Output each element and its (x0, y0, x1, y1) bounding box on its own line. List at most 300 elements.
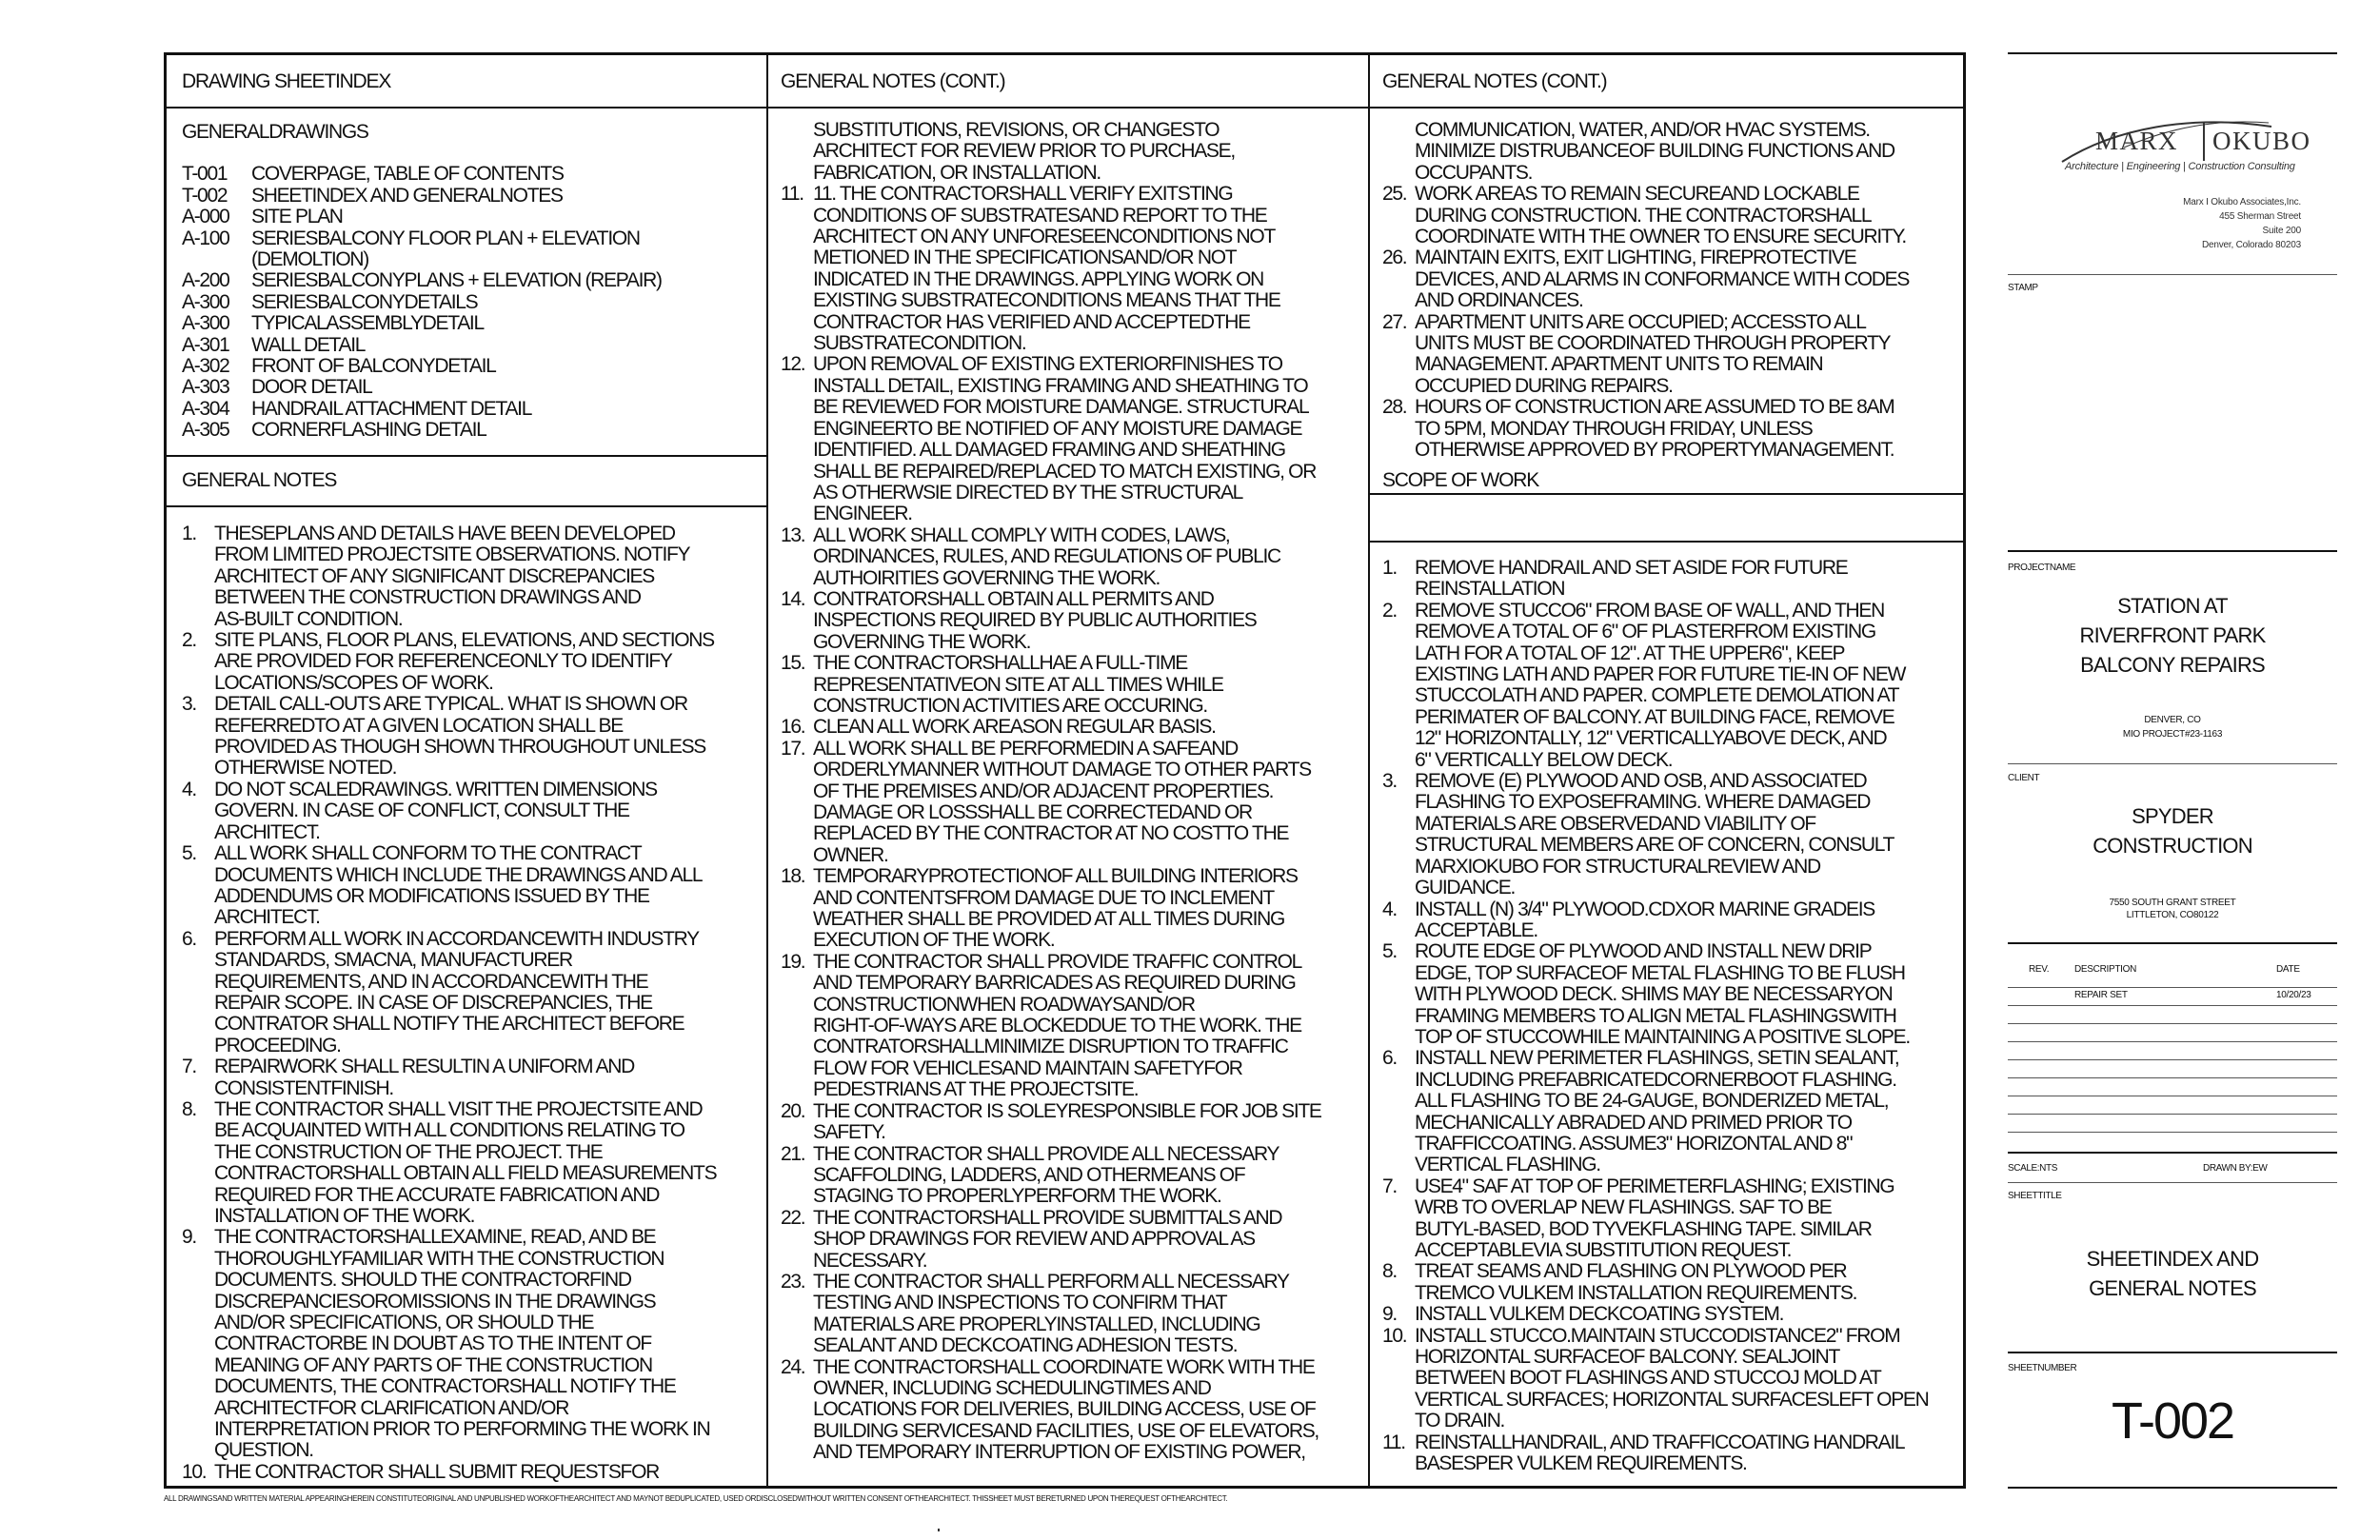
note-line: GOVERN. IN CASE OF CONFLICT, CONSULT THE (214, 800, 629, 822)
note-text (214, 694, 763, 780)
sheet-index-row (182, 356, 753, 377)
note-line: REPLACED BY THE CONTRACTOR AT NO COSTTO THE (813, 822, 1289, 845)
date-column-header: DATE (2276, 964, 2300, 975)
note-line: THE CONTRACTORSHALL COORDINATE WORK WITH THE (813, 1355, 1315, 1378)
note-text (813, 866, 1363, 952)
sheet-index-row (182, 228, 753, 249)
note-line: LOCATIONS/SCOPES OF WORK. (214, 671, 493, 694)
project-name-line: STATION AT (2117, 594, 2228, 618)
note-text (214, 843, 763, 929)
note-text (1415, 1326, 1957, 1432)
note-number: 2. (1382, 599, 1397, 622)
note-line: USE4" SAF AT TOP OF PERIMETERFLASHING; EXISTING (1415, 1175, 1894, 1197)
note-item (1382, 397, 1957, 461)
note-line: TESTING AND INSPECTIONS TO CONFIRM THAT (813, 1292, 1227, 1314)
project-name (2008, 591, 2337, 680)
note-number: 3. (1382, 770, 1397, 793)
note-line: ACCEPTABLE. (1415, 918, 1537, 941)
note-item (182, 1056, 763, 1099)
note-item (1382, 941, 1957, 1048)
note-line: THESEPLANS AND DETAILS HAVE BEEN DEVELOPED (214, 523, 675, 544)
note-text (813, 1357, 1363, 1464)
general-notes-top-rule (167, 455, 766, 457)
firm-address-line: 455 Sherman Street (2219, 211, 2301, 222)
note-text (1415, 1304, 1957, 1325)
sheet-code: A-300 (182, 312, 229, 335)
note-line: RIGHT-OF-WAYS ARE BLOCKEDDUE TO THE WORK. THE (813, 1015, 1301, 1037)
note-line: SHOP DRAWINGS FOR REVIEW AND APPROVAL AS (813, 1228, 1255, 1251)
note-line: INTERPRETATION PRIOR TO PERFORMING THE WORK IN (214, 1418, 710, 1441)
note-number: 21. (781, 1142, 805, 1165)
note-line: UPON REMOVAL OF EXISTING EXTERIORFINISHES TO (813, 353, 1282, 376)
note-text (214, 780, 763, 843)
note-number: 28. (1382, 396, 1407, 419)
note-line: AS OTHERWSIE DIRECTED BY THE STRUCTURAL (813, 481, 1243, 503)
note-number: 22. (781, 1206, 805, 1229)
note-line: STRUCTURAL MEMBERS ARE OF CONCERN, CONSULT (1415, 834, 1894, 857)
note-number: 27. (1382, 310, 1407, 333)
note-line: BETWEEN BOOT FLASHINGS AND STUCCOJ MOLD AT (1415, 1367, 1881, 1390)
sheet-code: T-001 (182, 163, 228, 186)
note-line: WRB TO OVERLAP NEW FLASHINGS. SAF TO BE (1415, 1196, 1832, 1219)
note-text (813, 1272, 1363, 1357)
sheet-title-text: CORNERFLASHING DETAIL (251, 419, 486, 442)
note-line: CONSTRUCTION ACTIVITIES ARE OCCURING. (813, 694, 1207, 717)
sheet-index-row (182, 270, 753, 291)
note-item (1382, 1326, 1957, 1432)
note-text (214, 1056, 763, 1099)
sheet-title-text: DOOR DETAIL (251, 376, 372, 399)
note-item (1382, 1432, 1957, 1475)
note-number: 7. (182, 1056, 196, 1078)
note-line: PERIMATER OF BALCONY. AT BUILDING FACE, REMOVE (1415, 705, 1894, 728)
note-number: 9. (182, 1226, 196, 1249)
note-line: THE CONTRACTOR IS SOLEYRESPONSIBLE FOR JOB SITE (813, 1099, 1321, 1122)
note-item (781, 354, 1363, 524)
note-line: GUIDANCE. (1415, 877, 1515, 899)
note-line: OTHERWISE APPROVED BY PROPERTYMANAGEMENT. (1415, 439, 1894, 462)
note-line: MINIMIZE DISTRUBANCEOF BUILDING FUNCTIONS AND (1415, 140, 1894, 163)
header-rule (167, 107, 1963, 109)
note-line: MATERIALS ARE PROPERLYINSTALLED, INCLUDING (813, 1313, 1260, 1335)
note-item (1382, 184, 1957, 247)
note-text (813, 739, 1363, 866)
note-number: 4. (182, 778, 196, 800)
sheet-index (182, 122, 753, 442)
note-item (1382, 312, 1957, 398)
sheet-index-row (182, 313, 753, 334)
sheet-code: T-002 (182, 184, 228, 207)
revision-line (2008, 987, 2337, 988)
note-item (781, 120, 1363, 184)
note-item (781, 866, 1363, 952)
note-line: HOURS OF CONSTRUCTION ARE ASSUMED TO BE 8AM (1415, 396, 1894, 419)
note-line: WORK AREAS TO REMAIN SECUREAND LOCKABLE (1415, 183, 1859, 206)
note-line: DEVICES, AND ALARMS IN CONFORMANCE WITH CODES (1415, 267, 1910, 290)
note-line: REMOVE STUCCO6" FROM BASE OF WALL, AND THEN (1415, 599, 1884, 622)
note-number: 11. (1382, 1431, 1405, 1453)
note-line: INSTALL VULKEM DECKCOATING SYSTEM. (1415, 1303, 1784, 1326)
sheet-code: A-305 (182, 419, 229, 442)
note-number: 14. (781, 587, 805, 610)
note-item (781, 952, 1363, 1101)
note-line: OF THE PREMISES AND/OR ADJACENT PROPERTIES. (813, 780, 1274, 802)
note-line: ALL FLASHING TO BE 24-GAUGE, BONDERIZED METAL, (1415, 1090, 1889, 1113)
note-number: 1. (182, 523, 196, 544)
general-notes-header: GENERAL NOTES (182, 469, 337, 491)
note-text (813, 952, 1363, 1101)
note-line: REINSTALLATION (1415, 578, 1565, 601)
logo-divider (2203, 123, 2205, 161)
note-text (813, 1144, 1363, 1208)
revision-line (2008, 1005, 2337, 1006)
note-line: THE CONTRACTORSHALLEXAMINE, READ, AND BE (214, 1226, 656, 1249)
note-text (1415, 601, 1957, 771)
title-block-bottom-rule (2008, 1487, 2337, 1489)
note-line: SITE PLANS, FLOOR PLANS, ELEVATIONS, AND SECTIONS (214, 629, 714, 652)
note-line: BUILDING SERVICESAND FACILITIES, USE OF ELEVATORS, (813, 1419, 1319, 1442)
sheet-title-text: SITE PLAN (251, 206, 343, 228)
note-number: 12. (781, 353, 805, 376)
note-number: 10. (182, 1460, 207, 1483)
note-line: VERTICAL FLASHING. (1415, 1154, 1600, 1176)
note-number: 6. (182, 927, 196, 950)
note-line: REFERREDTO AT A GIVEN LOCATION SHALL BE (214, 714, 623, 737)
sheet-index-row (182, 420, 753, 441)
note-item (182, 843, 763, 929)
client-address (2008, 897, 2337, 921)
sheet-index-row (182, 335, 753, 356)
note-item (182, 1099, 763, 1227)
sheet-index-group-title: GENERALDRAWINGS (182, 121, 368, 143)
note-line: MAINTAIN EXITS, EXIT LIGHTING, FIREPROTECTIVE (1415, 247, 1856, 269)
sheet-title-line: SHEETINDEX AND (2086, 1247, 2259, 1271)
note-line: CONTRACTORBE IN DOUBT AS TO THE INTENT OF (214, 1333, 651, 1355)
note-number: 2. (182, 629, 196, 652)
note-number: 8. (182, 1097, 196, 1120)
note-item (781, 653, 1363, 717)
sheet-title (2008, 1244, 2337, 1303)
note-line: PERFORM ALL WORK IN ACCORDANCEWITH INDUSTRY (214, 927, 699, 950)
note-text (214, 1462, 763, 1483)
revision-rule (2008, 942, 2337, 944)
sheet-title-text: SERIESBALCONYDETAILS (251, 290, 478, 313)
note-number: 15. (781, 652, 805, 675)
title-block-top-rule (2008, 52, 2337, 54)
note-line: ACCEPTABLEVIA SUBSTITUTION REQUEST. (1415, 1239, 1792, 1261)
rev-description: REPAIR SET (2074, 990, 2128, 1000)
note-line: OCCUPIED DURING REPAIRS. (1415, 374, 1673, 397)
note-item (1382, 1304, 1957, 1325)
note-line: ADDENDUMS OR MODIFICATIONS ISSUED BY THE (214, 884, 649, 907)
note-item (781, 1272, 1363, 1357)
sheet-index-row (182, 399, 753, 420)
scope-header-rule (1368, 541, 1963, 543)
note-item (182, 1462, 763, 1483)
note-line: ROUTE EDGE OF PLYWOOD AND INSTALL NEW DRIP (1415, 940, 1872, 963)
note-line: COMMUNICATION, WATER, AND/OR HVAC SYSTEMS. (1415, 119, 1870, 141)
note-line: WITH PLYWOOD DECK. SHIMS MAY BE NECESSARYON (1415, 983, 1893, 1006)
scale-rule (2008, 1152, 2337, 1154)
note-line: EDGE, TOP SURFACEOF METAL FLASHING TO BE FLUSH (1415, 961, 1905, 984)
note-line: EXISTING SUBSTRATECONDITIONS MEANS THAT THE (813, 289, 1280, 312)
sheet-title-text: (DEMOLTION) (251, 248, 368, 271)
note-line: DO NOT SCALEDRAWINGS. WRITTEN DIMENSIONS (214, 778, 657, 800)
sheet-title-rule (2008, 1182, 2337, 1183)
project-name-line: BALCONY REPAIRS (2080, 653, 2265, 677)
note-line: THOROUGHLYFAMILIAR WITH THE CONSTRUCTION (214, 1247, 664, 1270)
note-text (1415, 771, 1957, 898)
note-line: ARCHITECT FOR REVIEW PRIOR TO PURCHASE, (813, 140, 1235, 163)
note-text (1415, 1261, 1957, 1304)
note-line: 11. THE CONTRACTORSHALL VERIFY EXITSTING (813, 183, 1233, 206)
notes-frame (164, 52, 1966, 1489)
note-line: AS-BUILT CONDITION. (214, 607, 403, 630)
note-line: INSPECTIONS REQUIRED BY PUBLIC AUTHORITIES (813, 609, 1257, 632)
note-line: INSTALL DETAIL, EXISTING FRAMING AND SHEATHING TO (813, 374, 1308, 397)
sheet-code: A-200 (182, 269, 229, 292)
note-line: LOCATIONS FOR DELIVERIES, BUILDING ACCESS, USE OF (813, 1398, 1316, 1421)
note-line: 12" HORIZONTALLY, 12" VERTICALLYABOVE DECK, AND (1415, 727, 1887, 750)
note-line: PROVIDED AS THOUGH SHOWN THROUGHOUT UNLESS (214, 736, 705, 759)
note-line: OTHERWISE NOTED. (214, 757, 397, 780)
note-item (182, 694, 763, 780)
note-text (813, 525, 1363, 589)
note-line: THE CONTRACTOR SHALL VISIT THE PROJECTSITE AND (214, 1097, 703, 1120)
note-line: STANDARDS, SMACNA, MANUFACTURER (214, 949, 572, 972)
general-notes-cont-header-1: GENERAL NOTES (CONT.) (781, 70, 1005, 92)
client-name (2008, 801, 2337, 860)
note-text (1415, 1176, 1957, 1262)
note-line: REQUIREMENTS, AND IN ACCORDANCEWITH THE (214, 970, 648, 993)
note-line: BASESPER VULKEM REQUIREMENTS. (1415, 1452, 1747, 1475)
note-number: 6. (1382, 1047, 1397, 1070)
note-text (813, 1208, 1363, 1272)
note-line: SUBSTITUTIONS, REVISIONS, OR CHANGESTO (813, 119, 1220, 141)
note-line: APARTMENT UNITS ARE OCCUPIED; ACCESSTO ALL (1415, 310, 1866, 333)
note-line: WEATHER SHALL BE PROVIDED AT ALL TIMES DURING (813, 908, 1285, 931)
note-text (813, 1101, 1363, 1144)
note-item (1382, 1261, 1957, 1304)
sheet-title-text: COVERPAGE, TABLE OF CONTENTS (251, 163, 564, 186)
note-item (182, 929, 763, 1056)
note-line: MARXIOKUBO FOR STRUCTURALREVIEW AND (1415, 855, 1820, 878)
sheet-title-text: SHEETINDEX AND GENERALNOTES (251, 184, 563, 207)
note-item (1382, 247, 1957, 311)
note-text (813, 589, 1363, 653)
note-number: 18. (781, 865, 805, 888)
revision-line (2008, 1114, 2337, 1115)
note-item (1382, 1048, 1957, 1175)
note-line: CONSTRUCTIONWHEN ROADWAYSAND/OR (813, 993, 1195, 1016)
note-text (813, 354, 1363, 524)
note-line: ARCHITECT ON ANY UNFORESEENCONDITIONS NOT (813, 226, 1275, 248)
note-item (182, 1227, 763, 1461)
note-line: TO 5PM, MONDAY THROUGH FRIDAY, UNLESS (1415, 417, 1813, 440)
note-line: THE CONTRACTORSHALLHAE A FULL-TIME (813, 652, 1187, 675)
note-line: REMOVE A TOTAL OF 6" OF PLASTERFROM EXISTING (1415, 621, 1875, 643)
note-number (781, 120, 813, 184)
note-line: CONTRACTOR HAS VERIFIED AND ACCEPTEDTHE (813, 310, 1250, 333)
revision-line (2008, 1023, 2337, 1024)
note-text (1415, 247, 1957, 311)
note-item (1382, 601, 1957, 771)
note-item (781, 525, 1363, 589)
note-line: DISCREPANCIESOROMISSIONS IN THE DRAWINGS (214, 1290, 656, 1313)
sheet-title-text: FRONT OF BALCONYDETAIL (251, 355, 496, 378)
note-line: THE CONTRACTORSHALL PROVIDE SUBMITTALS AND (813, 1206, 1282, 1229)
note-line: REPRESENTATIVEON SITE AT ALL TIMES WHILE (813, 673, 1223, 696)
title-block (2008, 52, 2337, 1489)
note-line: IDENTIFIED. ALL DAMAGED FRAMING AND SHEATHING (813, 439, 1285, 462)
general-notes-cont-header-2: GENERAL NOTES (CONT.) (1382, 70, 1607, 92)
note-number: 19. (781, 950, 805, 973)
client-address-line: LITTLETON, CO80122 (2126, 910, 2219, 920)
sheet-number-label: SHEETNUMBER (2008, 1363, 2077, 1373)
note-item (781, 184, 1363, 354)
note-line: REINSTALLHANDRAIL, AND TRAFFICCOATING HANDRAIL (1415, 1431, 1905, 1453)
column-divider-2 (1368, 55, 1370, 1486)
note-line: QUESTION. (214, 1439, 313, 1462)
scope-of-work-list (1382, 558, 1957, 1474)
note-item (1382, 899, 1957, 942)
note-text (1415, 941, 1957, 1048)
note-line: ARCHITECT. (214, 906, 320, 929)
note-line: SUBSTRATECONDITION. (813, 332, 1026, 355)
stray-mark (938, 1529, 940, 1531)
note-line: MECHANICALLY ABRADED AND PRIMED PRIOR TO (1415, 1111, 1852, 1134)
general-notes-cont-list-2 (1382, 120, 1957, 462)
note-line: REPAIR SCOPE. IN CASE OF DISCREPANCIES, THE (214, 991, 652, 1014)
note-line: OCCUPANTS. (1415, 161, 1533, 184)
note-line: TRAFFICCOATING. ASSUME3" HORIZONTAL AND 8" (1415, 1132, 1853, 1155)
sheet-code: A-302 (182, 355, 229, 378)
rev-date: 10/20/23 (2276, 990, 2311, 1000)
firm-address-line: Marx I Okubo Associates,Inc. (2183, 197, 2301, 207)
note-line: DOCUMENTS, THE CONTRACTORSHALL NOTIFY THE (214, 1375, 676, 1398)
note-line: ARCHITECTFOR CLARIFICATION AND/OR (214, 1396, 569, 1419)
note-line: ARE PROVIDED FOR REFERENCEONLY TO IDENTIFY (214, 650, 672, 673)
note-line: NECESSARY. (813, 1249, 927, 1272)
note-line: SHALL BE REPAIRED/REPLACED TO MATCH EXISTING, OR (813, 460, 1317, 483)
revision-line (2008, 1059, 2337, 1060)
note-item (781, 1101, 1363, 1144)
note-line: METIONED IN THE SPECIFICATIONSAND/OR NOT (813, 247, 1237, 269)
logo-marx: MARX (2095, 127, 2179, 155)
logo-okubo: OKUBO (2212, 127, 2311, 155)
firm-address-line: Denver, Colorado 80203 (2201, 240, 2301, 250)
note-line: CONTRACTORSHALL OBTAIN ALL FIELD MEASUREMENTS (214, 1162, 717, 1185)
note-line: BETWEEN THE CONSTRUCTION DRAWINGS AND (214, 586, 641, 609)
note-text (214, 630, 763, 694)
note-line: MEANING OF ANY PARTS OF THE CONSTRUCTION (214, 1353, 652, 1376)
note-line: MATERIALS ARE OBSERVEDAND VIABILITY OF (1415, 812, 1815, 835)
note-line: AND TEMPORARY BARRICADES AS REQUIRED DURING (813, 972, 1296, 995)
note-line: DOCUMENTS. SHOULD THE CONTRACTORFIND (214, 1269, 631, 1292)
note-text (1415, 899, 1957, 942)
note-line: ALL WORK SHALL COMPLY WITH CODES, LAWS, (813, 523, 1230, 546)
note-item (781, 1357, 1363, 1464)
sheet-code (182, 249, 251, 270)
note-line: REPAIRWORK SHALL RESULTIN A UNIFORM AND (214, 1056, 634, 1078)
sheet-title-text: SERIESBALCONY FLOOR PLAN + ELEVATION (251, 227, 640, 249)
note-line: CLEAN ALL WORK AREASON REGULAR BASIS. (813, 716, 1216, 739)
stamp-rule (2008, 274, 2337, 275)
note-number: 5. (1382, 940, 1397, 963)
note-item (182, 523, 763, 630)
note-line: THE CONTRACTOR SHALL PERFORM ALL NECESSARY (813, 1270, 1289, 1293)
note-line: DETAIL CALL-OUTS ARE TYPICAL. WHAT IS SHOWN OR (214, 693, 687, 716)
note-line: INSTALLATION OF THE WORK. (214, 1205, 475, 1227)
note-text (813, 184, 1363, 354)
note-number: 26. (1382, 247, 1407, 269)
stamp-label: STAMP (2008, 283, 2038, 293)
note-number: 3. (182, 693, 196, 716)
scope-of-work-header: SCOPE OF WORK (1382, 469, 1539, 491)
note-item (781, 717, 1363, 738)
project-label: PROJECTNAME (2008, 563, 2076, 573)
note-line: DURING CONSTRUCTION. THE CONTRACTORSHALL (1415, 204, 1872, 227)
note-number: 4. (1382, 898, 1397, 920)
note-line: INSTALL STUCCO.MAINTAIN STUCCODISTANCE2" FROM (1415, 1324, 1900, 1347)
note-line: AUTHOIRITIES GOVERNING THE WORK. (813, 566, 1160, 589)
note-line: ENGINEERTO BE NOTIFIED OF ANY MOISTURE DAMAGE (813, 417, 1302, 440)
firm-address (2183, 195, 2301, 252)
note-number: 1. (1382, 557, 1397, 579)
note-item (781, 1144, 1363, 1208)
note-text (1415, 120, 1957, 184)
logo-tagline: Architecture | Engineering | Construction Consulting (2065, 161, 2295, 172)
note-number: 23. (781, 1270, 805, 1293)
sheet-number-rule (2008, 1352, 2337, 1353)
project-rule (2008, 550, 2337, 552)
scope-top-rule (1368, 493, 1963, 495)
note-line: FABRICATION, OR INSTALLATION. (813, 161, 1101, 184)
note-line: BUTYL-BASED, BOD TYVEKFLASHING TAPE. SIMILAR (1415, 1217, 1872, 1240)
note-item (781, 739, 1363, 866)
note-line: FROM LIMITED PROJECTSITE OBSERVATIONS. NOTIFY (214, 543, 690, 566)
note-line: ARCHITECT. (214, 820, 320, 843)
note-line: LATH FOR A TOTAL OF 12". AT THE UPPER6", KEEP (1415, 642, 1845, 664)
sheet-code: A-303 (182, 376, 229, 399)
note-item (1382, 558, 1957, 601)
description-column-header: DESCRIPTION (2074, 964, 2137, 975)
sheet-index-list (182, 164, 753, 441)
note-line: ENGINEER. (813, 503, 912, 525)
revision-line (2008, 1077, 2337, 1078)
note-line: CONTRATORSHALLMINIMIZE DISRUPTION TO TRAFFIC (813, 1036, 1288, 1058)
note-text (214, 1099, 763, 1227)
client-name-line: SPYDER (2132, 804, 2213, 828)
note-line: THE CONTRACTOR SHALL SUBMIT REQUESTSFOR (214, 1460, 659, 1483)
sheet-title-label: SHEETTITLE (2008, 1191, 2062, 1201)
note-line: INDICATED IN THE DRAWINGS. APPLYING WORK ON (813, 267, 1264, 290)
copyright-footnote: ALL DRAWINGSAND WRITTEN MATERIAL APPEARINGHEREIN CONSTITUTEORIGINAL AND UNPUBLISHED WORKOFTHEARCHITECT AND MAYNOT BEDUPLICATED, USED ORDISCLOSEDWITHOUT WRITTEN CONSENT OFTHEARCHITECT. THISSHEET MUST BERETURNED UPON THEREQUEST OFTHEARCHITECT. (164, 1494, 1228, 1503)
note-line: AND/OR SPECIFICATIONS, OR SHOULD THE (214, 1312, 594, 1334)
general-notes-list (182, 523, 763, 1483)
note-line: FRAMING MEMBERS TO ALIGN METAL FLASHINGSWITH (1415, 1004, 1896, 1027)
note-text (813, 717, 1363, 738)
note-line: ARCHITECT OF ANY SIGNIFICANT DISCREPANCIES (214, 564, 654, 587)
sheet-title-text: SERIESBALCONYPLANS + ELEVATION (REPAIR) (251, 269, 662, 292)
note-line: ALL WORK SHALL CONFORM TO THE CONTRACT (214, 842, 642, 865)
note-number: 7. (1382, 1175, 1397, 1197)
sheet-index-header: DRAWING SHEETINDEX (182, 70, 391, 92)
note-line: OWNER. (813, 843, 888, 866)
note-number: 8. (1382, 1260, 1397, 1283)
note-line: ORDERLYMANNER WITHOUT DAMAGE TO OTHER PARTS (813, 759, 1311, 781)
firm-address-line: Suite 200 (2262, 226, 2301, 236)
